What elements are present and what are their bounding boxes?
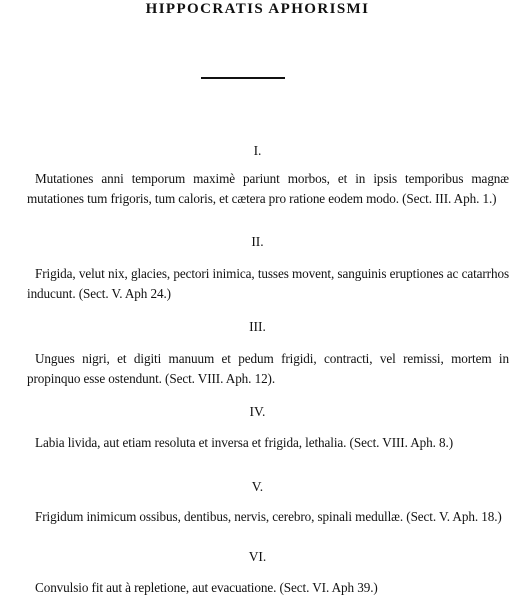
- aphorism-5-text: Frigidum inimicum ossibus, dentibus, nervis, cerebro, spinali medullæ. (Sect. V. Aph. 18.): [35, 509, 502, 524]
- aphorism-5-numeral: V.: [251, 479, 264, 494]
- aphorism-6-numeral: VI.: [248, 549, 267, 564]
- aphorism-3-numeral: III.: [249, 319, 266, 334]
- aphorism-4-text: Labia livida, aut etiam resoluta et inversa et frigida, lethalia. (Sect. VIII. Aph. 8.): [35, 435, 454, 450]
- aphorism-6-text: Convulsio fit aut à repletione, aut evacuatione. (Sect. VI. Aph 39.): [35, 580, 378, 595]
- aphorism-1-text: Mutationes anni temporum maximè pariunt morbos, et in ipsis temporibus magnæ mutationes tum frigoris, tum caloris, et cætera pro ratione eodem modo. (Sect. III. Aph. 1.): [27, 171, 509, 206]
- aphorism-3-text: Ungues nigri, et digiti manuum et pedum frigidi, contracti, vel remissi, mortem in propinquo esse ostendunt. (Sect. VIII. Aph. 12).: [27, 351, 509, 386]
- aphorism-2-numeral: II.: [251, 234, 264, 249]
- aphorism-4-numeral: IV.: [249, 404, 266, 419]
- aphorism-1-numeral: I.: [253, 143, 262, 158]
- page-title: HIPPOCRATIS APHORISMI: [145, 1, 370, 17]
- aphorism-2-text: Frigida, velut nix, glacies, pectori inimica, tusses movent, sanguinis eruptiones ac catarrhos inducunt. (Sect. V. Aph 24.): [27, 266, 509, 301]
- title-divider: [201, 77, 285, 79]
